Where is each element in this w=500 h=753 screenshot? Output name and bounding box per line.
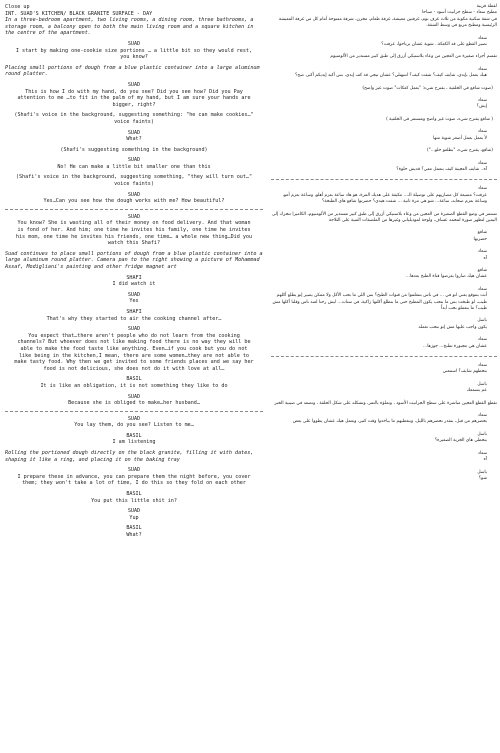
character-name: SUAD bbox=[127, 40, 141, 47]
character-name: SUAD bbox=[127, 508, 141, 515]
character-name: سعاد bbox=[477, 98, 487, 104]
action-line: تستمر في وضع القطع الصغيرة من العجين من وعاء بلاستيكي أزرق إلى طبق كبير مستدير من الألومنيوم، الكاميرا تتحرك إلى اليمين لتظهر صورة لمحمد عساف، ولوحة لموديلياني وغيرها من الملصقات الفنية على الثلاجة bbox=[271, 211, 497, 223]
arabic-block-3 bbox=[271, 363, 497, 482]
dialogue-line: أنت بتتوقع يعني انو في ... في ناس بتتعلموا من قنوات الطبخ؟ بس اللي ما بحب الأكل ولا ممكن يصير إنو يطلع أكلهم طيب، لو طبخت بس ما بتحب يكون المطبخ حتى ما بتطلع أكلتها زاكية، في ستات... ليش رحنا لعند ناس وقلنا أكلها مش طيب؟ ما بتعملو بحب أبداً bbox=[272, 293, 487, 311]
dialogue-line: إيش؟ bbox=[476, 104, 487, 110]
separator bbox=[5, 411, 263, 412]
dialogue-line: حضرتها bbox=[473, 236, 487, 242]
character-name: سعاد bbox=[477, 363, 487, 369]
arabic-block-1 bbox=[271, 36, 497, 174]
action-line: تقطع القطع العجين مباشرة على سطح الجرانيت الأسود ، وتملؤه بالتمر، وتشكله على شكل الحلقة ، وتضعه في صينية الخبز bbox=[274, 400, 497, 406]
dialogue-line: عشان هيك صاروا يعرضوا قناة الطبخ بعدها... bbox=[405, 274, 487, 280]
character-name: سعاد bbox=[477, 66, 487, 72]
dialogue-line: That's why they started to air the cooking channel after… bbox=[46, 315, 222, 322]
parenthetical-line: (Shafi's voice in the background, suggesting something, "they will turn out…" voice faints) bbox=[15, 174, 253, 188]
character-name: سعاد bbox=[477, 186, 487, 192]
character-name: شافع bbox=[477, 230, 487, 236]
arabic-intro-action: في شقة سكنية مكونة من ثلاث غرف نوم، غرفتين معيشة، غرفة طعام، مخزن، شرفة مفتوحة أمام كل من غرفة المعيشة الرئيسية ومطبخ مربع في وسط الشقة. bbox=[278, 16, 497, 29]
dialogue-line: This is how I do with my hand, do you see? Did you see how? Did you Pay attention to me …to fit in the palm of my hand, but I am sure your hands are bigger, right? bbox=[17, 88, 251, 108]
character-name: SUAD bbox=[127, 157, 141, 164]
character-name: سعاد bbox=[477, 450, 487, 456]
dialogue-line: I did watch it bbox=[112, 281, 156, 288]
dialogue-line: What? bbox=[126, 532, 142, 538]
dialogue-line: You lay them, do you see? Listen to me… bbox=[74, 422, 194, 429]
dialogue-line: عشان هي مجبورة تطبخ... جوزها... bbox=[423, 343, 487, 349]
separator bbox=[271, 356, 497, 357]
character-name: SUAD bbox=[127, 326, 141, 333]
character-name: باسل bbox=[477, 469, 487, 475]
intro-action: In a three-bedroom apartment, two living rooms, a dining room, three bathrooms, a storage room, a balcony open to both the main living room and a square kitchen in the centre of the apartment. bbox=[5, 17, 254, 37]
english-block-3 bbox=[5, 416, 263, 539]
arabic-block-2 bbox=[271, 186, 497, 350]
character-name: باسل bbox=[477, 381, 487, 387]
character-name: SUAD bbox=[127, 81, 141, 88]
action-line: Placing small portions of dough from a blue plastic container into a large aluminum round platter. bbox=[5, 64, 260, 78]
english-block-1 bbox=[5, 41, 263, 205]
dialogue-line: بحضرهم من قبل، بتقدر تحضرهم بالليل، وبتغطيهم ما بياخدوا وقت كثير، وبعمل هيك عشان يطووا على بعض bbox=[292, 419, 487, 425]
dialogue-line: It is like an obligation, it is not something they like to do bbox=[40, 382, 228, 389]
dialogue-line: بصير القطع على قد الكعكة.. شوية عشان يرتاحوا، عرفت؟ bbox=[381, 42, 487, 48]
dialogue-line: Yup bbox=[129, 514, 139, 521]
dialogue-line: بتحطي هاي الخرية الصغيرة؟ bbox=[434, 438, 487, 444]
separator bbox=[5, 209, 263, 210]
dialogue-line: No! He can make a little bit smaller one than this bbox=[57, 163, 211, 170]
dialogue-line: Yes…Can you see how the dough works with me? How beautiful? bbox=[43, 198, 225, 205]
character-name: BASIL bbox=[126, 525, 142, 532]
dialogue-line: I start by making one-cookie size portions … a little bit so they would rest, you know? bbox=[15, 47, 253, 61]
separator bbox=[271, 179, 497, 180]
dialogue-line: آه bbox=[483, 457, 487, 463]
character-name: SUAD bbox=[127, 213, 141, 220]
parenthetical-line: (صوت شافع في الخلفية ، يقترح شيء: "بعمل كعكات" صوت غير واضح) bbox=[362, 85, 493, 91]
character-name: SHAFI bbox=[126, 308, 142, 315]
character-name: SUAD bbox=[127, 415, 141, 422]
character-name: باسل bbox=[477, 431, 487, 437]
character-name: سعاد bbox=[477, 337, 487, 343]
character-name: شافع bbox=[477, 267, 487, 273]
character-name: SUAD bbox=[127, 191, 141, 198]
dialogue-line: آه bbox=[483, 255, 487, 261]
dialogue-line: You put this little shit in? bbox=[91, 497, 177, 504]
parenthetical-line: (شافع، يقترح شيء، "بطلعو حلو...") bbox=[426, 148, 493, 154]
dialogue-line: آه.. شايف العجينة كيف بتعمل معي؟ قديش حلوة؟ bbox=[396, 166, 487, 172]
character-name: SUAD bbox=[127, 291, 141, 298]
character-name: SUAD bbox=[127, 129, 141, 136]
dialogue-line: هيك بعمل بإيدي، شايف كيف؟ شفت كيف؟ انتبهتلي؟ عشان تيجي قد كف إيدي، بس أكيد إيديكم أكبر، صح؟ bbox=[295, 73, 487, 79]
action-line: Suad continues to place small portions of dough from a blue plastic container into a large aluminum round platter. Camera pan to the right showing a picture of Mohammad Assaf, Modigliani's painting and other fridge magnet art bbox=[5, 250, 263, 270]
character-name: SHAFI bbox=[126, 274, 142, 281]
character-name: BASIL bbox=[126, 376, 142, 383]
character-name: سعاد bbox=[477, 286, 487, 292]
dialogue-line: I prepare these in advance, you can prepare them the night before, you cover them; they won't take a lot of time, I do this so they fold on each other bbox=[17, 473, 251, 487]
parenthetical-line: (Shafi's suggesting something in the background) bbox=[60, 146, 208, 153]
dialogue-line: You expect that…there aren't people who do not learn from the cooking channels? But whoever does not like making food there is no way they will be able to make the food taste like anything. Even…if you cook but you do not like being in the kitchen,I mean, there are some women…they are not able to make tasty food. Why then we get invited to some friends places and we say her food is not delicious, she does not do it with love at all… bbox=[14, 332, 254, 372]
scene-heading: INT. SUAD'S KITCHEN/ BLACK GRANITE SURFACE - DAY bbox=[5, 10, 153, 17]
arabic-shot-label: لقطة قريبة bbox=[476, 4, 497, 9]
character-name: BASIL bbox=[126, 491, 142, 498]
dialogue-line: عم بسمعك bbox=[466, 388, 487, 394]
dialogue-line: شو؟ bbox=[478, 475, 487, 481]
character-name: سعاد bbox=[477, 160, 487, 166]
dialogue-line: يكون واجب عليها مش إنو بتحب تعمله bbox=[418, 324, 487, 330]
dialogue-line: عرفت؟ مضيعة كل مصاريهم على توصيلة الـ... مكيفة على هديك المرة، هو هاد ساعة بعزم أهلو، وساعة بعزم أمو، وساعة بعزم صحابه، ساعة... شو هي مرة ثانية ... شفت هيدي؟ حضرتوا شافع هاي الطبخة؟ bbox=[282, 192, 487, 205]
action-line: تقسم أجزاء صغيرة من العجين من وعاء بلاستيكي أزرق إلى طبق كبير مستدير من الألومنيوم bbox=[330, 54, 497, 60]
action-line: Rolling the portioned dough directly on the black granite, filling it with dates, shaping it like a ring, and placing it on the baking tray bbox=[5, 450, 254, 463]
character-name: BASIL bbox=[126, 432, 142, 439]
dialogue-line: You know? She is wasting all of their money on food delivery. And that woman is fond of her. And him; one time he invites his family, one time he invites his mom, one time he invites his friends, one time… a whole new thing…Did you watch this Shafi? bbox=[15, 220, 253, 247]
dialogue-line: What? bbox=[126, 136, 142, 143]
character-name: سعاد bbox=[477, 35, 487, 41]
parenthetical-line: ( شافع يقترح شيء، صوت غير واضح ومستمر في الخلفية ) bbox=[386, 116, 493, 122]
parenthetical-line: (Shafi's voice in the background, suggesting something: "he can make cookies…" voice faints) bbox=[14, 112, 254, 125]
shot-label: Close up bbox=[5, 4, 30, 10]
arabic-scene-heading: مطبخ سعاد - سطح جرانيت أسود - صباحا bbox=[421, 10, 497, 16]
arabic-column bbox=[271, 4, 497, 488]
dialogue-line: Because she is obliged to make…her husband… bbox=[68, 400, 200, 407]
dialogue-line: I am listening bbox=[112, 439, 156, 446]
character-name: باسل bbox=[477, 318, 487, 324]
character-name: SUAD bbox=[127, 467, 141, 474]
dialogue-line: بتحطهم شايف؟ اسمعني bbox=[442, 369, 487, 375]
character-name: سعاد bbox=[477, 249, 487, 255]
character-name: سعاد bbox=[477, 413, 487, 419]
character-name: سعاد bbox=[477, 129, 487, 135]
dialogue-line: Yes bbox=[129, 298, 139, 305]
dialogue-line: لأ بعمل بعمل أصغر شوية منها bbox=[433, 135, 487, 141]
english-block-2 bbox=[5, 214, 263, 407]
character-name: SUAD bbox=[127, 393, 141, 400]
english-column bbox=[5, 4, 263, 543]
